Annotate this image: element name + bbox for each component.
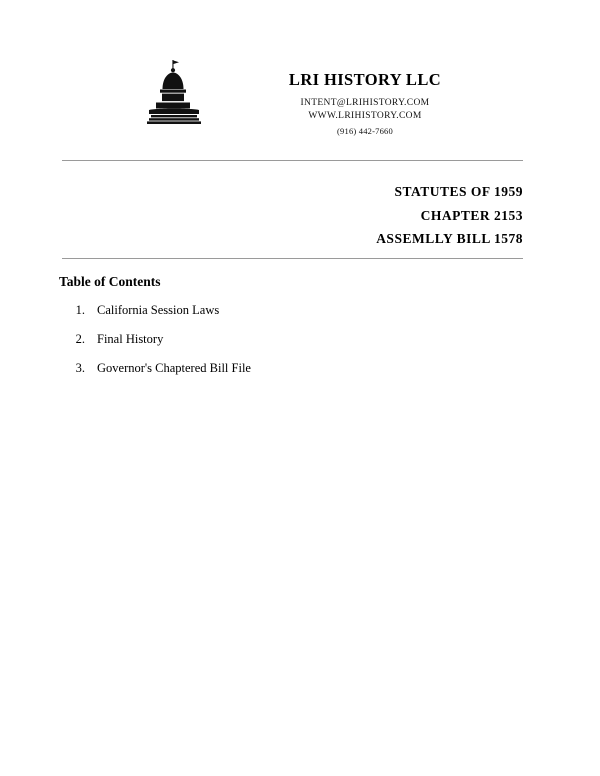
list-item-number: 1. <box>75 303 85 317</box>
table-of-contents-list <box>59 302 479 389</box>
company-phone: (916) 442-7660 <box>337 125 393 136</box>
list-item[interactable] <box>59 302 479 319</box>
company-info <box>215 70 515 136</box>
company-email: INTENT@LRIHISTORY.COM <box>300 97 430 108</box>
list-item[interactable] <box>59 331 479 348</box>
company-website: WWW.LRIHISTORY.COM <box>308 110 422 121</box>
list-item-label: Final History <box>97 331 164 346</box>
divider-bottom <box>62 258 523 259</box>
company-name: LRI HISTORY LLC <box>288 70 442 89</box>
capitol-building-icon <box>143 58 205 128</box>
list-item-number: 2. <box>75 331 85 346</box>
list-item[interactable] <box>59 360 479 377</box>
list-item-label: Governor's Chaptered Bill File <box>97 360 251 375</box>
list-item-label: California Session Laws <box>97 303 220 317</box>
list-item-number: 3. <box>75 360 85 375</box>
statute-bill: ASSEMLLY BILL 1578 <box>376 231 523 247</box>
statute-title-block <box>376 180 523 251</box>
statute-year: STATUTES OF 1959 <box>394 184 523 199</box>
divider-top <box>62 160 523 161</box>
statute-chapter: CHAPTER 2153 <box>420 207 523 223</box>
letterhead <box>0 0 600 154</box>
table-of-contents-heading: Table of Contents <box>59 274 161 289</box>
